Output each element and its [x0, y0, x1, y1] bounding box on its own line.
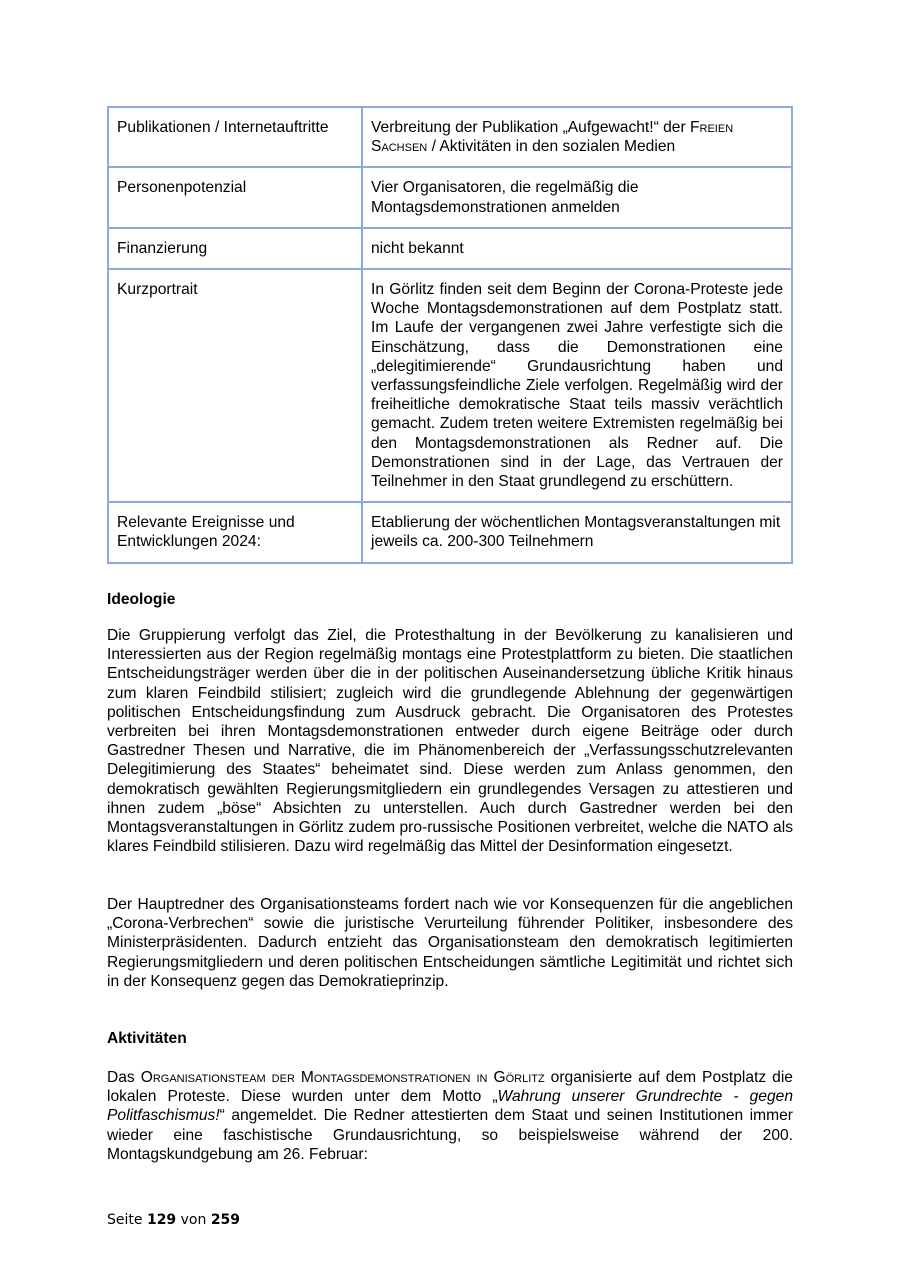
- ideologie-paragraph-1: Die Gruppierung verfolgt das Ziel, die Protesthaltung in der Bevölkerung zu kanalisieren und Interessierten aus der Region regelmäßig montags eine Protestplattform zu bieten. Die staatlichen Entscheidungsträger werden über die in der politischen Auseinandersetzung übliche Kritik hinaus zum klaren Feindbild stilisiert; zugleich wird die grundlegende Ablehnung der gegenwärtigen politischen Entscheidungsfindung zum Ausdruck gebracht. Die Organisatoren des Protestes verbreiten bei ihren Montagsdemonstrationen entweder durch eigene Beiträge oder durch Gastredner Thesen und Narrative, die im Phänomenbereich der „Verfassungsschutzrelevanten Delegitimierung des Staates“ beheimatet sind. Diese werden zum Anlass genommen, den demokratisch gewählten Regierungsmitgliedern ein grundlegendes Versagen zu attestieren und ihnen zudem „böse“ Absichten zu unterstellen. Auch durch Gastredner werden bei den Montagsveranstaltungen in Görlitz zudem pro-russische Positionen verbreitet, welche die NATO als klares Feindbild stilisieren. Dazu wird regelmäßig das Mittel der Desinformation eingesetzt.: [107, 627, 793, 856]
- motto-text: Wahrung unserer Grundrechte - gegen Politfaschismus!: [107, 1088, 793, 1125]
- organization-name: Organisationsteam der Montagsdemonstrationen in Görlitz: [140, 1069, 545, 1086]
- table-row: [108, 502, 792, 562]
- page-total: 259: [210, 1212, 241, 1228]
- table-key: Kurzportrait: [108, 269, 362, 502]
- table-value: Vier Organisatoren, die regelmäßig die Montagsdemonstrationen anmelden: [362, 167, 792, 227]
- paragraph-text: Das: [107, 1069, 141, 1086]
- section-heading-ideologie: Ideologie: [107, 591, 176, 608]
- paragraph-text: “ angemeldet. Die Redner attestierten dem Staat und seinen Institutionen immer wieder eine faschistische Grundausrichtung, so beispielsweise während der 200. Montagskundgebung am 26. Februar:: [107, 1107, 793, 1163]
- table-row: [108, 269, 792, 502]
- table-key: Personenpotenzial: [108, 167, 362, 227]
- table-value-text: Verbreitung der Publikation „Aufgewacht!“ der: [371, 119, 690, 136]
- table-value: nicht bekannt: [362, 228, 792, 269]
- table-row: [108, 107, 792, 167]
- table-row: [108, 167, 792, 227]
- organization-name: Freien Sachsen: [371, 119, 734, 156]
- section-heading-aktivitaeten: Aktivitäten: [107, 1030, 187, 1047]
- table-key: Finanzierung: [108, 228, 362, 269]
- page-number: 129: [146, 1212, 177, 1228]
- footer-label: Seite: [107, 1212, 147, 1228]
- table-key: Publikationen / Internetauftritte: [108, 107, 362, 167]
- table-value: [362, 107, 792, 167]
- table-value: In Görlitz finden seit dem Beginn der Corona-Proteste jede Woche Montagsdemonstrationen auf dem Postplatz statt. Im Laufe der vergangenen zwei Jahre verfestigte sich die Einschätzung, dass die Demonstrationen eine „delegitimierende“ Grundausrichtung haben und verfassungsfeindliche Ziele verfolgen. Regelmäßig wird der freiheitliche demokratische Staat teils massiv verächtlich gemacht. Zudem treten weitere Extremisten regelmäßig bei den Montagsdemonstrationen als Redner auf. Die Demonstrationen sind in der Lage, das Vertrauen der Teilnehmer in den Staat grundlegend zu erschüttern.: [362, 269, 792, 502]
- ideologie-paragraph-2: Der Hauptredner des Organisationsteams fordert nach wie vor Konsequenzen für die angeblichen „Corona-Verbrechen“ sowie die juristische Verurteilung führender Politiker, insbesondere des Ministerpräsidenten. Dadurch entzieht das Organisationsteam den demokratisch legitimierten Regierungsmitgliedern und deren politischen Entscheidungen sämtliche Legitimität und richtet sich in der Konsequenz gegen das Demokratieprinzip.: [107, 896, 793, 990]
- table-value: Etablierung der wöchentlichen Montagsveranstaltungen mit jeweils ca. 200-300 Teilnehmern: [362, 502, 792, 562]
- aktivitaeten-paragraph: [107, 1068, 793, 1164]
- table-value-text: / Aktivitäten in den sozialen Medien: [427, 138, 676, 156]
- info-table: [107, 106, 793, 564]
- table-key: Relevante Ereignisse und Entwicklungen 2024:: [108, 502, 362, 562]
- footer-label: von: [176, 1212, 211, 1228]
- page-footer: [107, 1212, 240, 1228]
- table-row: [108, 228, 792, 269]
- paragraph-text: organisierte auf dem Postplatz die lokalen Proteste. Diese wurden unter dem Motto „: [107, 1069, 793, 1106]
